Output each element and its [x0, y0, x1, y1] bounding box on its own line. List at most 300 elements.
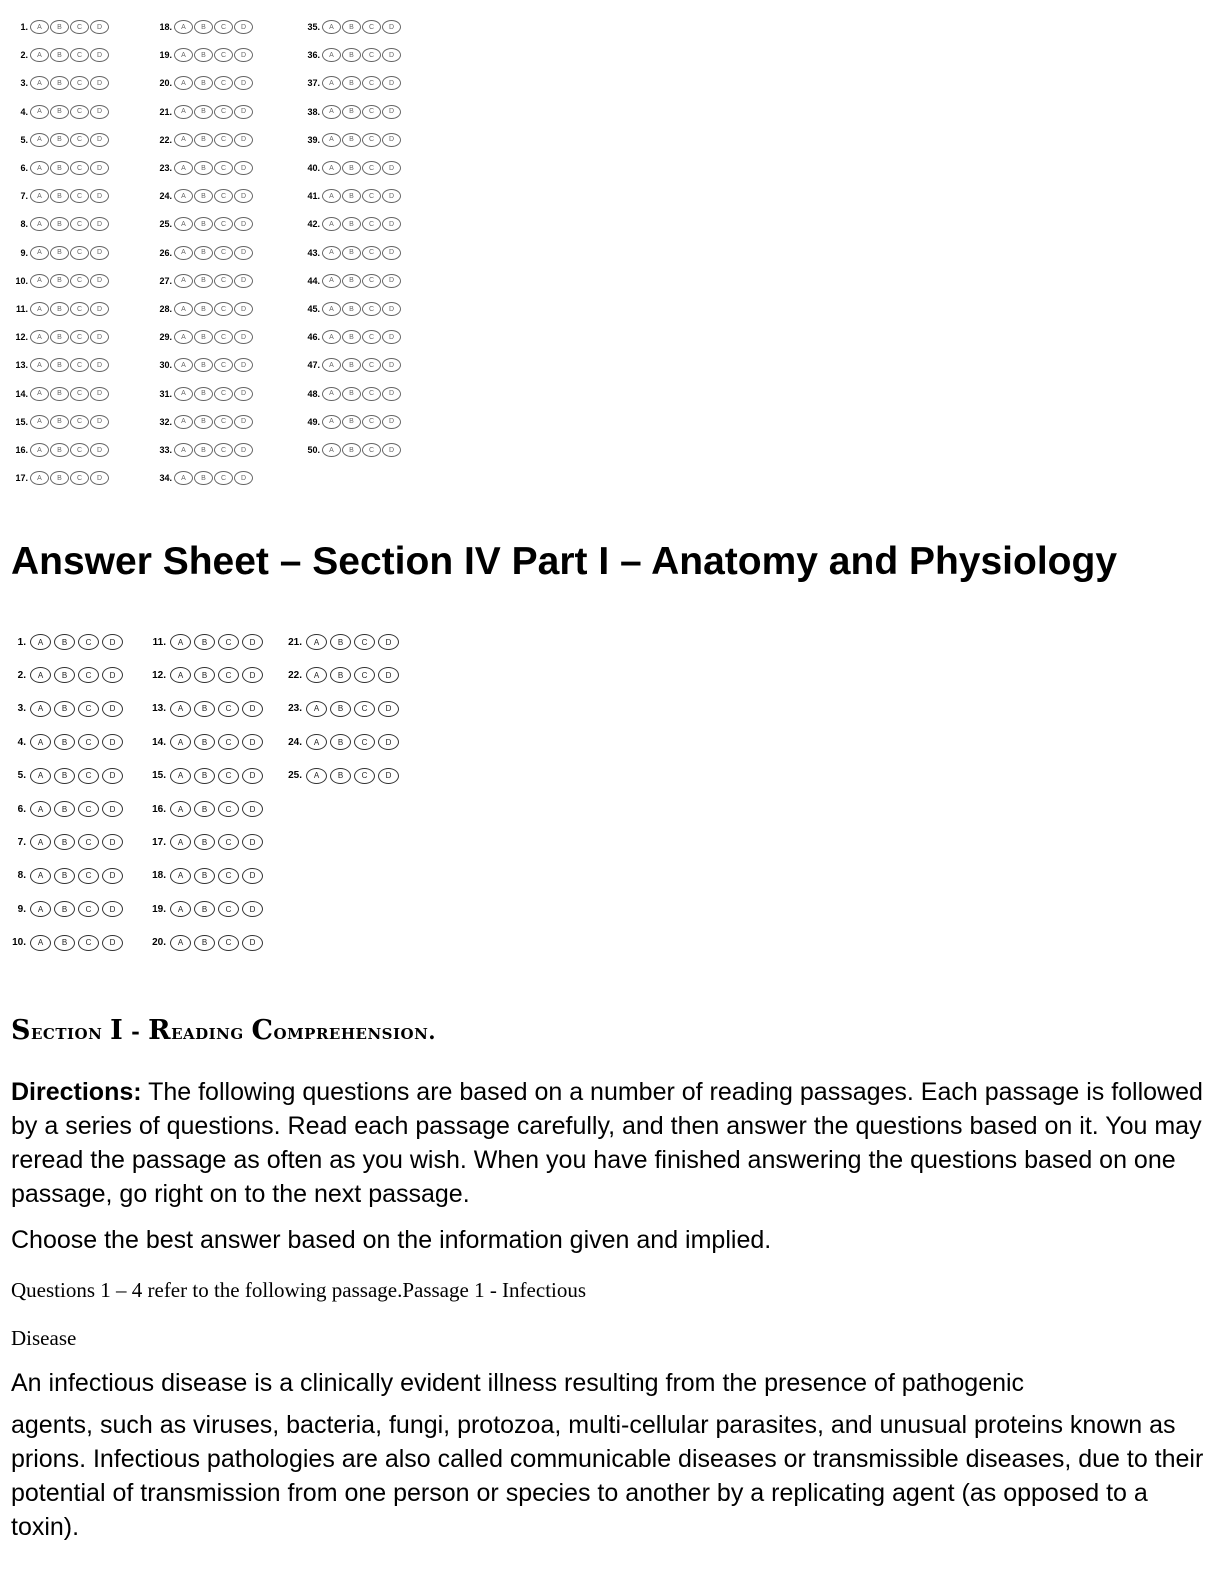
answer-bubble-b[interactable]: B [342, 133, 361, 147]
answer-bubble-d[interactable]: D [234, 471, 253, 485]
answer-bubble-d[interactable]: D [90, 246, 109, 260]
answer-bubble-a[interactable]: A [306, 701, 327, 717]
answer-bubble-a[interactable]: A [306, 667, 327, 683]
answer-bubble-c[interactable]: C [78, 667, 99, 683]
answer-bubble-c[interactable]: C [214, 161, 233, 175]
answer-bubble-b[interactable]: B [194, 105, 213, 119]
answer-bubble-a[interactable]: A [30, 768, 51, 784]
answer-bubble-d[interactable]: D [382, 133, 401, 147]
answer-bubble-d[interactable]: D [90, 415, 109, 429]
answer-bubble-c[interactable]: C [362, 358, 381, 372]
answer-bubble-b[interactable]: B [342, 358, 361, 372]
answer-bubble-c[interactable]: C [70, 302, 89, 316]
answer-bubble-d[interactable]: D [382, 189, 401, 203]
answer-bubble-c[interactable]: C [362, 246, 381, 260]
answer-bubble-c[interactable]: C [70, 133, 89, 147]
answer-bubble-b[interactable]: B [50, 133, 69, 147]
answer-bubble-b[interactable]: B [50, 274, 69, 288]
answer-bubble-c[interactable]: C [214, 302, 233, 316]
answer-bubble-b[interactable]: B [50, 415, 69, 429]
answer-bubble-b[interactable]: B [342, 189, 361, 203]
answer-bubble-d[interactable]: D [90, 358, 109, 372]
answer-bubble-b[interactable]: B [54, 834, 75, 850]
answer-bubble-c[interactable]: C [70, 246, 89, 260]
answer-bubble-c[interactable]: C [70, 387, 89, 401]
answer-bubble-b[interactable]: B [342, 161, 361, 175]
answer-bubble-a[interactable]: A [174, 274, 193, 288]
answer-bubble-a[interactable]: A [306, 768, 327, 784]
answer-bubble-c[interactable]: C [362, 415, 381, 429]
answer-bubble-b[interactable]: B [194, 274, 213, 288]
answer-bubble-b[interactable]: B [54, 935, 75, 951]
answer-bubble-d[interactable]: D [90, 274, 109, 288]
answer-bubble-c[interactable]: C [362, 105, 381, 119]
answer-bubble-c[interactable]: C [214, 189, 233, 203]
answer-bubble-c[interactable]: C [70, 330, 89, 344]
answer-bubble-b[interactable]: B [194, 133, 213, 147]
answer-bubble-b[interactable]: B [194, 768, 215, 784]
answer-bubble-d[interactable]: D [90, 133, 109, 147]
answer-bubble-a[interactable]: A [30, 20, 49, 34]
answer-bubble-d[interactable]: D [242, 901, 263, 917]
answer-bubble-d[interactable]: D [234, 246, 253, 260]
answer-bubble-c[interactable]: C [70, 443, 89, 457]
answer-bubble-d[interactable]: D [90, 189, 109, 203]
answer-bubble-d[interactable]: D [234, 161, 253, 175]
answer-bubble-c[interactable]: C [70, 105, 89, 119]
answer-bubble-d[interactable]: D [234, 189, 253, 203]
answer-bubble-b[interactable]: B [194, 443, 213, 457]
answer-bubble-a[interactable]: A [30, 302, 49, 316]
answer-bubble-c[interactable]: C [70, 48, 89, 62]
answer-bubble-b[interactable]: B [342, 330, 361, 344]
answer-bubble-c[interactable]: C [214, 471, 233, 485]
answer-bubble-d[interactable]: D [234, 20, 253, 34]
answer-bubble-b[interactable]: B [194, 415, 213, 429]
answer-bubble-b[interactable]: B [194, 701, 215, 717]
answer-bubble-d[interactable]: D [382, 302, 401, 316]
answer-bubble-b[interactable]: B [194, 868, 215, 884]
answer-bubble-a[interactable]: A [170, 768, 191, 784]
answer-bubble-a[interactable]: A [322, 133, 341, 147]
answer-bubble-a[interactable]: A [322, 161, 341, 175]
answer-bubble-a[interactable]: A [322, 358, 341, 372]
answer-bubble-c[interactable]: C [362, 217, 381, 231]
answer-bubble-b[interactable]: B [342, 274, 361, 288]
answer-bubble-d[interactable]: D [90, 302, 109, 316]
answer-bubble-b[interactable]: B [342, 76, 361, 90]
answer-bubble-b[interactable]: B [342, 48, 361, 62]
answer-bubble-d[interactable]: D [234, 133, 253, 147]
answer-bubble-d[interactable]: D [382, 387, 401, 401]
answer-bubble-a[interactable]: A [30, 834, 51, 850]
answer-bubble-b[interactable]: B [194, 667, 215, 683]
answer-bubble-c[interactable]: C [214, 387, 233, 401]
answer-bubble-a[interactable]: A [170, 868, 191, 884]
answer-bubble-c[interactable]: C [214, 330, 233, 344]
answer-bubble-a[interactable]: A [30, 217, 49, 231]
answer-bubble-a[interactable]: A [174, 133, 193, 147]
answer-bubble-c[interactable]: C [362, 330, 381, 344]
answer-bubble-a[interactable]: A [30, 76, 49, 90]
answer-bubble-d[interactable]: D [90, 161, 109, 175]
answer-bubble-c[interactable]: C [354, 634, 375, 650]
answer-bubble-a[interactable]: A [30, 471, 49, 485]
answer-bubble-a[interactable]: A [170, 901, 191, 917]
answer-bubble-a[interactable]: A [322, 20, 341, 34]
answer-bubble-d[interactable]: D [382, 443, 401, 457]
answer-bubble-c[interactable]: C [70, 274, 89, 288]
answer-bubble-b[interactable]: B [194, 734, 215, 750]
answer-bubble-d[interactable]: D [90, 20, 109, 34]
answer-bubble-a[interactable]: A [174, 217, 193, 231]
answer-bubble-d[interactable]: D [90, 76, 109, 90]
answer-bubble-a[interactable]: A [322, 387, 341, 401]
answer-bubble-a[interactable]: A [174, 105, 193, 119]
answer-bubble-a[interactable]: A [174, 20, 193, 34]
answer-bubble-b[interactable]: B [50, 20, 69, 34]
answer-bubble-b[interactable]: B [330, 768, 351, 784]
answer-bubble-d[interactable]: D [382, 274, 401, 288]
answer-bubble-d[interactable]: D [234, 274, 253, 288]
answer-bubble-d[interactable]: D [102, 667, 123, 683]
answer-bubble-b[interactable]: B [50, 358, 69, 372]
answer-bubble-c[interactable]: C [362, 20, 381, 34]
answer-bubble-c[interactable]: C [78, 901, 99, 917]
answer-bubble-b[interactable]: B [54, 634, 75, 650]
answer-bubble-b[interactable]: B [54, 734, 75, 750]
answer-bubble-a[interactable]: A [30, 901, 51, 917]
answer-bubble-b[interactable]: B [194, 161, 213, 175]
answer-bubble-a[interactable]: A [174, 161, 193, 175]
answer-bubble-c[interactable]: C [70, 189, 89, 203]
answer-bubble-c[interactable]: C [70, 415, 89, 429]
answer-bubble-c[interactable]: C [78, 734, 99, 750]
answer-bubble-c[interactable]: C [78, 701, 99, 717]
answer-bubble-a[interactable]: A [174, 415, 193, 429]
answer-bubble-a[interactable]: A [30, 274, 49, 288]
answer-bubble-d[interactable]: D [382, 246, 401, 260]
answer-bubble-d[interactable]: D [234, 387, 253, 401]
answer-bubble-a[interactable]: A [30, 246, 49, 260]
answer-bubble-a[interactable]: A [322, 302, 341, 316]
answer-bubble-b[interactable]: B [330, 634, 351, 650]
answer-bubble-b[interactable]: B [50, 387, 69, 401]
answer-bubble-b[interactable]: B [54, 801, 75, 817]
answer-bubble-d[interactable]: D [242, 701, 263, 717]
answer-bubble-c[interactable]: C [70, 76, 89, 90]
answer-bubble-d[interactable]: D [102, 834, 123, 850]
answer-bubble-c[interactable]: C [78, 768, 99, 784]
answer-bubble-c[interactable]: C [214, 217, 233, 231]
answer-bubble-a[interactable]: A [322, 76, 341, 90]
answer-bubble-a[interactable]: A [322, 330, 341, 344]
answer-bubble-b[interactable]: B [50, 443, 69, 457]
answer-bubble-c[interactable]: C [214, 48, 233, 62]
answer-bubble-a[interactable]: A [30, 358, 49, 372]
answer-bubble-d[interactable]: D [382, 161, 401, 175]
answer-bubble-b[interactable]: B [342, 302, 361, 316]
answer-bubble-a[interactable]: A [174, 189, 193, 203]
answer-bubble-b[interactable]: B [342, 105, 361, 119]
answer-bubble-d[interactable]: D [102, 768, 123, 784]
answer-bubble-d[interactable]: D [242, 667, 263, 683]
answer-bubble-a[interactable]: A [170, 734, 191, 750]
answer-bubble-c[interactable]: C [362, 48, 381, 62]
answer-bubble-d[interactable]: D [382, 217, 401, 231]
answer-bubble-c[interactable]: C [214, 20, 233, 34]
answer-bubble-d[interactable]: D [382, 105, 401, 119]
answer-bubble-b[interactable]: B [50, 105, 69, 119]
answer-bubble-c[interactable]: C [214, 415, 233, 429]
answer-bubble-d[interactable]: D [234, 415, 253, 429]
answer-bubble-d[interactable]: D [234, 217, 253, 231]
answer-bubble-a[interactable]: A [174, 443, 193, 457]
answer-bubble-c[interactable]: C [354, 667, 375, 683]
answer-bubble-d[interactable]: D [242, 634, 263, 650]
answer-bubble-d[interactable]: D [102, 801, 123, 817]
answer-bubble-a[interactable]: A [30, 868, 51, 884]
answer-bubble-b[interactable]: B [194, 834, 215, 850]
answer-bubble-d[interactable]: D [90, 387, 109, 401]
answer-bubble-d[interactable]: D [102, 901, 123, 917]
answer-bubble-a[interactable]: A [322, 415, 341, 429]
answer-bubble-b[interactable]: B [330, 734, 351, 750]
answer-bubble-b[interactable]: B [330, 701, 351, 717]
answer-bubble-c[interactable]: C [362, 133, 381, 147]
answer-bubble-b[interactable]: B [342, 246, 361, 260]
answer-bubble-d[interactable]: D [382, 415, 401, 429]
answer-bubble-a[interactable]: A [30, 734, 51, 750]
answer-bubble-c[interactable]: C [218, 634, 239, 650]
answer-bubble-a[interactable]: A [174, 358, 193, 372]
answer-bubble-a[interactable]: A [174, 76, 193, 90]
answer-bubble-b[interactable]: B [50, 189, 69, 203]
answer-bubble-a[interactable]: A [322, 246, 341, 260]
answer-bubble-b[interactable]: B [50, 471, 69, 485]
answer-bubble-c[interactable]: C [70, 20, 89, 34]
answer-bubble-d[interactable]: D [234, 443, 253, 457]
answer-bubble-b[interactable]: B [50, 302, 69, 316]
answer-bubble-b[interactable]: B [194, 387, 213, 401]
answer-bubble-a[interactable]: A [30, 701, 51, 717]
answer-bubble-c[interactable]: C [70, 217, 89, 231]
answer-bubble-a[interactable]: A [170, 634, 191, 650]
answer-bubble-a[interactable]: A [322, 274, 341, 288]
answer-bubble-a[interactable]: A [170, 667, 191, 683]
answer-bubble-b[interactable]: B [54, 768, 75, 784]
answer-bubble-d[interactable]: D [382, 20, 401, 34]
answer-bubble-b[interactable]: B [50, 330, 69, 344]
answer-bubble-d[interactable]: D [234, 330, 253, 344]
answer-bubble-a[interactable]: A [174, 471, 193, 485]
answer-bubble-d[interactable]: D [378, 768, 399, 784]
answer-bubble-d[interactable]: D [242, 868, 263, 884]
answer-bubble-d[interactable]: D [242, 734, 263, 750]
answer-bubble-b[interactable]: B [342, 20, 361, 34]
answer-bubble-d[interactable]: D [90, 471, 109, 485]
answer-bubble-a[interactable]: A [30, 634, 51, 650]
answer-bubble-a[interactable]: A [170, 935, 191, 951]
answer-bubble-d[interactable]: D [102, 734, 123, 750]
answer-bubble-d[interactable]: D [382, 330, 401, 344]
answer-bubble-c[interactable]: C [218, 868, 239, 884]
answer-bubble-d[interactable]: D [102, 634, 123, 650]
answer-bubble-b[interactable]: B [194, 189, 213, 203]
answer-bubble-b[interactable]: B [194, 901, 215, 917]
answer-bubble-d[interactable]: D [90, 330, 109, 344]
answer-bubble-d[interactable]: D [242, 935, 263, 951]
answer-bubble-a[interactable]: A [30, 935, 51, 951]
answer-bubble-a[interactable]: A [30, 387, 49, 401]
answer-bubble-b[interactable]: B [50, 246, 69, 260]
answer-bubble-b[interactable]: B [194, 20, 213, 34]
answer-bubble-d[interactable]: D [378, 734, 399, 750]
answer-bubble-a[interactable]: A [174, 48, 193, 62]
answer-bubble-c[interactable]: C [362, 161, 381, 175]
answer-bubble-d[interactable]: D [102, 935, 123, 951]
answer-bubble-d[interactable]: D [242, 801, 263, 817]
answer-bubble-a[interactable]: A [322, 105, 341, 119]
answer-bubble-b[interactable]: B [54, 667, 75, 683]
answer-bubble-a[interactable]: A [30, 48, 49, 62]
answer-bubble-d[interactable]: D [378, 634, 399, 650]
answer-bubble-c[interactable]: C [218, 801, 239, 817]
answer-bubble-b[interactable]: B [342, 415, 361, 429]
answer-bubble-c[interactable]: C [218, 734, 239, 750]
answer-bubble-c[interactable]: C [214, 105, 233, 119]
answer-bubble-a[interactable]: A [174, 330, 193, 344]
answer-bubble-a[interactable]: A [174, 302, 193, 316]
answer-bubble-a[interactable]: A [322, 443, 341, 457]
answer-bubble-d[interactable]: D [382, 48, 401, 62]
answer-bubble-c[interactable]: C [214, 274, 233, 288]
answer-bubble-b[interactable]: B [194, 471, 213, 485]
answer-bubble-d[interactable]: D [90, 443, 109, 457]
answer-bubble-c[interactable]: C [362, 387, 381, 401]
answer-bubble-a[interactable]: A [30, 161, 49, 175]
answer-bubble-c[interactable]: C [354, 734, 375, 750]
answer-bubble-c[interactable]: C [362, 274, 381, 288]
answer-bubble-c[interactable]: C [214, 76, 233, 90]
answer-bubble-d[interactable]: D [382, 76, 401, 90]
answer-bubble-a[interactable]: A [322, 189, 341, 203]
answer-bubble-a[interactable]: A [30, 801, 51, 817]
answer-bubble-a[interactable]: A [30, 330, 49, 344]
answer-bubble-a[interactable]: A [30, 667, 51, 683]
answer-bubble-c[interactable]: C [214, 246, 233, 260]
answer-bubble-c[interactable]: C [218, 768, 239, 784]
answer-bubble-d[interactable]: D [378, 667, 399, 683]
answer-bubble-c[interactable]: C [218, 834, 239, 850]
answer-bubble-a[interactable]: A [30, 443, 49, 457]
answer-bubble-b[interactable]: B [54, 701, 75, 717]
answer-bubble-c[interactable]: C [214, 133, 233, 147]
answer-bubble-c[interactable]: C [218, 667, 239, 683]
answer-bubble-c[interactable]: C [214, 443, 233, 457]
answer-bubble-b[interactable]: B [50, 217, 69, 231]
answer-bubble-a[interactable]: A [30, 105, 49, 119]
answer-bubble-c[interactable]: C [78, 935, 99, 951]
answer-bubble-d[interactable]: D [102, 701, 123, 717]
answer-bubble-d[interactable]: D [234, 302, 253, 316]
answer-bubble-c[interactable]: C [218, 701, 239, 717]
answer-bubble-c[interactable]: C [70, 358, 89, 372]
answer-bubble-a[interactable]: A [30, 133, 49, 147]
answer-bubble-c[interactable]: C [362, 76, 381, 90]
answer-bubble-a[interactable]: A [322, 48, 341, 62]
answer-bubble-d[interactable]: D [234, 105, 253, 119]
answer-bubble-b[interactable]: B [50, 161, 69, 175]
answer-bubble-c[interactable]: C [354, 768, 375, 784]
answer-bubble-a[interactable]: A [322, 217, 341, 231]
answer-bubble-c[interactable]: C [70, 161, 89, 175]
answer-bubble-d[interactable]: D [382, 358, 401, 372]
answer-bubble-c[interactable]: C [218, 901, 239, 917]
answer-bubble-b[interactable]: B [330, 667, 351, 683]
answer-bubble-b[interactable]: B [194, 330, 213, 344]
answer-bubble-a[interactable]: A [306, 734, 327, 750]
answer-bubble-b[interactable]: B [342, 387, 361, 401]
answer-bubble-b[interactable]: B [194, 634, 215, 650]
answer-bubble-b[interactable]: B [342, 217, 361, 231]
answer-bubble-d[interactable]: D [242, 768, 263, 784]
answer-bubble-d[interactable]: D [90, 48, 109, 62]
answer-bubble-c[interactable]: C [362, 443, 381, 457]
answer-bubble-b[interactable]: B [194, 801, 215, 817]
answer-bubble-b[interactable]: B [54, 868, 75, 884]
answer-bubble-c[interactable]: C [70, 471, 89, 485]
answer-bubble-a[interactable]: A [306, 634, 327, 650]
answer-bubble-b[interactable]: B [194, 48, 213, 62]
answer-bubble-b[interactable]: B [54, 901, 75, 917]
answer-bubble-a[interactable]: A [30, 189, 49, 203]
answer-bubble-b[interactable]: B [194, 246, 213, 260]
answer-bubble-d[interactable]: D [234, 76, 253, 90]
answer-bubble-a[interactable]: A [170, 801, 191, 817]
answer-bubble-c[interactable]: C [354, 701, 375, 717]
answer-bubble-a[interactable]: A [170, 701, 191, 717]
answer-bubble-a[interactable]: A [174, 387, 193, 401]
answer-bubble-c[interactable]: C [78, 801, 99, 817]
answer-bubble-b[interactable]: B [194, 217, 213, 231]
answer-bubble-a[interactable]: A [170, 834, 191, 850]
answer-bubble-b[interactable]: B [194, 935, 215, 951]
answer-bubble-d[interactable]: D [234, 48, 253, 62]
answer-bubble-c[interactable]: C [214, 358, 233, 372]
answer-bubble-b[interactable]: B [194, 302, 213, 316]
answer-bubble-a[interactable]: A [30, 415, 49, 429]
answer-bubble-d[interactable]: D [378, 701, 399, 717]
answer-bubble-c[interactable]: C [362, 302, 381, 316]
answer-bubble-d[interactable]: D [242, 834, 263, 850]
answer-bubble-d[interactable]: D [90, 217, 109, 231]
answer-bubble-b[interactable]: B [194, 76, 213, 90]
answer-bubble-b[interactable]: B [50, 48, 69, 62]
answer-bubble-d[interactable]: D [90, 105, 109, 119]
answer-bubble-b[interactable]: B [194, 358, 213, 372]
answer-bubble-c[interactable]: C [78, 834, 99, 850]
answer-bubble-c[interactable]: C [78, 634, 99, 650]
answer-bubble-a[interactable]: A [174, 246, 193, 260]
answer-bubble-c[interactable]: C [218, 935, 239, 951]
answer-bubble-b[interactable]: B [342, 443, 361, 457]
answer-bubble-b[interactable]: B [50, 76, 69, 90]
answer-bubble-d[interactable]: D [102, 868, 123, 884]
answer-bubble-c[interactable]: C [78, 868, 99, 884]
answer-bubble-d[interactable]: D [234, 358, 253, 372]
answer-bubble-c[interactable]: C [362, 189, 381, 203]
